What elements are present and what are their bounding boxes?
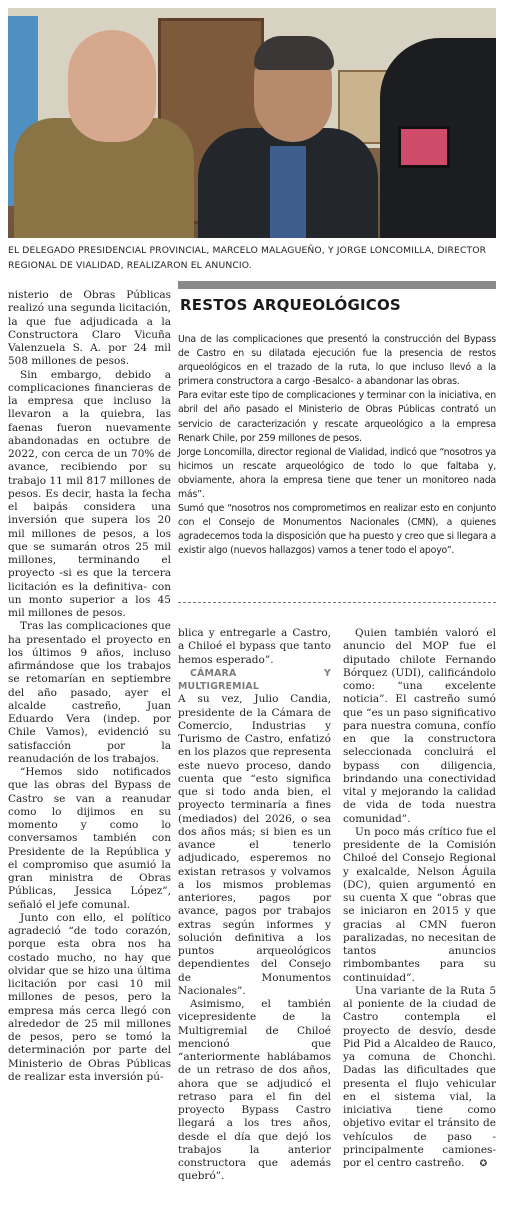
paragraph: Asimismo, el también vicepresidente de la Multigremial de Chiloé mencionó que “anteriormente hablábamos de un retraso de dos años, ahora que se adjudicó el retraso para el fin del proyecto Bypass Castro llegará a los tres años, desde el día que dejó los trabajos la anterior constructora que además quebró”. [178,998,331,1183]
photo-camera-screen [398,126,450,168]
sidebar-top-rule [178,281,496,289]
sidebar-title: RESTOS ARQUEOLÓGICOS [180,296,401,314]
sidebar-body [178,333,496,559]
article-column-1 [8,289,171,1084]
paragraph: blica y entregarle a Castro, a Chiloé el bypass que tanto hemos esperado”. [178,627,331,666]
sidebar-paragraph: Sumó que “nosotros nos comprometimos en realizar esto en conjunto con el Consejo de Monumentos Nacionales (CMN), a quienes agradecemos toda la disposición que ha puesto y creo que si llegara a existir algo (nuevos hallazgos) vamos a tener todo el apoyo”. [178,503,496,557]
paragraph: “Hemos sido notificados que las obras del Bypass de Castro se van a reanudar como lo dijimos en su momento y como lo conversamos también con Presidente de la República y el compromiso que asumió la gran ministra de Obras Públicas, Jessica López”, señaló el jefe comunal. [8,766,171,911]
paragraph [343,985,496,1172]
sidebar-paragraph: Una de las complicaciones que presentó la construcción del Bypass de Castro en su dilatada ejecución fue la presencia de restos arqueológicos en el trazado de la ruta, lo que incluso llevó a la primera constructora a cargo -Besalco- a abandonar las obras. [178,334,496,388]
photo-caption: EL DELEGADO PRESIDENCIAL PROVINCIAL, MARCELO MALAGUEÑO, Y JORGE LONCOMILLA, DIRECTOR REGIONAL DE VIALIDAD, REALIZARON EL ANUNCIO. [8,245,487,271]
paragraph: nisterio de Obras Públicas realizó una segunda licitación, la que fue adjudicada a la Constructora Claro Vicuña Valenzuela S. A. por 24 mil 508 millones de pesos. [8,289,171,368]
paragraph: Quien también valoró el anuncio del MOP fue el diputado chilote Fernando Bórquez (UDI), calificándolo como: “una excelente noticia”. El castreño sumó que “es un paso significativo para nuestra comuna, confío en que la constructora seleccionada concluirá el bypass con diligencia, brindando una conectividad vital y mejorando la calidad de vida de toda nuestra comunidad”. [343,627,496,825]
photo-person-center-hair [254,36,334,70]
paragraph: Un poco más crítico fue el presidente de la Comisión Chiloé del Consejo Regional y exalcalde, Nelson Águila (DC), quien argumentó en su cuenta X que “obras que se iniciaron en 2015 y que gracias al CMN fueron paralizadas, no necesitan de tantos anuncios rimbombantes para su continuidad”. [343,825,496,984]
paragraph: Sin embargo, debido a complicaciones financieras de la empresa que incluso la llevaron a la quiebra, las faenas fueron nuevamente abandonadas en octubre de 2022, con cerca de un 70% de avance, recibiendo por su trabajo 11 mil 817 millones de pesos. Es decir, hasta la fecha el baipás considera una inversión que supera los 20 mil millones de pesos, a los que se sumarán otros 25 mil millones, terminando el proyecto -si es que la tercera licitación es la definitiva- con un monto superior a los 45 mil millones de pesos. [8,368,171,619]
photo-person-left-head [68,30,156,142]
article-column-2 [178,627,331,1184]
paragraph: Junto con ello, el político agradeció “de todo corazón, porque esta obra nos ha costado mucho, no hay que olvidar que se hizo una última licitación por casi 10 mil millones de pesos, pero la empresa más cerca llegó con alrededor de 25 mil millones de pesos, pero se tomó la determinación por parte del Ministerio de Obras Públicas de realizar esta inversión pú- [8,911,171,1083]
article-column-3 [343,627,496,1171]
sidebar-paragraph: Jorge Loncomilla, director regional de Vialidad, indicó que “nosotros ya hicimos un rescate arqueológico de todo lo que faltaba y, obviamente, ahora la empresa tiene que tener un monitoreo nada más”. [178,446,496,501]
end-of-article-icon: ✪ [479,1159,488,1169]
paragraph-text: Una variante de la Ruta 5 al poniente de la ciudad de Castro contempla el proyecto de desvío, desde Pid Pid a Alcaldeo de Rauco, ya comuna de Chonchi. Dadas las dificultades que presenta el flujo vehicular en el sistema vial, la iniciativa tiene como objetivo evitar el tránsito de vehículos de paso -principalmente camiones- por el centro castreño. [343,984,496,1169]
sidebar-bottom-rule [178,602,496,603]
sidebar-paragraph: Para evitar este tipo de complicaciones y terminar con la iniciativa, en abril del año pasado el Ministerio de Obras Públicas contrató un servicio de caracterización y rescate arqueológico a la empresa Renark Chile, por 259 millones de pesos. [178,390,496,444]
news-photo [8,8,496,238]
section-subhead: CÁMARA Y MULTIGREMIAL [178,667,331,692]
paragraph: Tras las complicaciones que ha presentado el proyecto en los últimos 9 años, incluso afirmándose que los trabajos se retomarían en septiembre del año pasado, ayer el alcalde castreño, Juan Eduardo Vera (indep. por Chile Vamos), evidenció su satisfacción por la reanudación de los trabajos. [8,620,171,765]
photo-person-center-shirt [270,146,306,238]
paragraph: A su vez, Julio Candia, presidente de la Cámara de Comercio, Industrias y Turismo de Castro, enfatizó en los plazos que representa este nuevo proceso, dando cuenta que “esto significa que si todo anda bien, el proyecto terminaría a fines (mediados) del 2026, o sea dos años más; si bien es un avance el tenerlo adjudicado, esperemos no existan retrasos y volvamos a los mismos problemas anteriores, pagos por avance, pagos por trabajos extras según informes y solución definitiva a los puntos arqueológicos dependientes del Consejo de Monumentos Nacionales”. [178,693,331,997]
